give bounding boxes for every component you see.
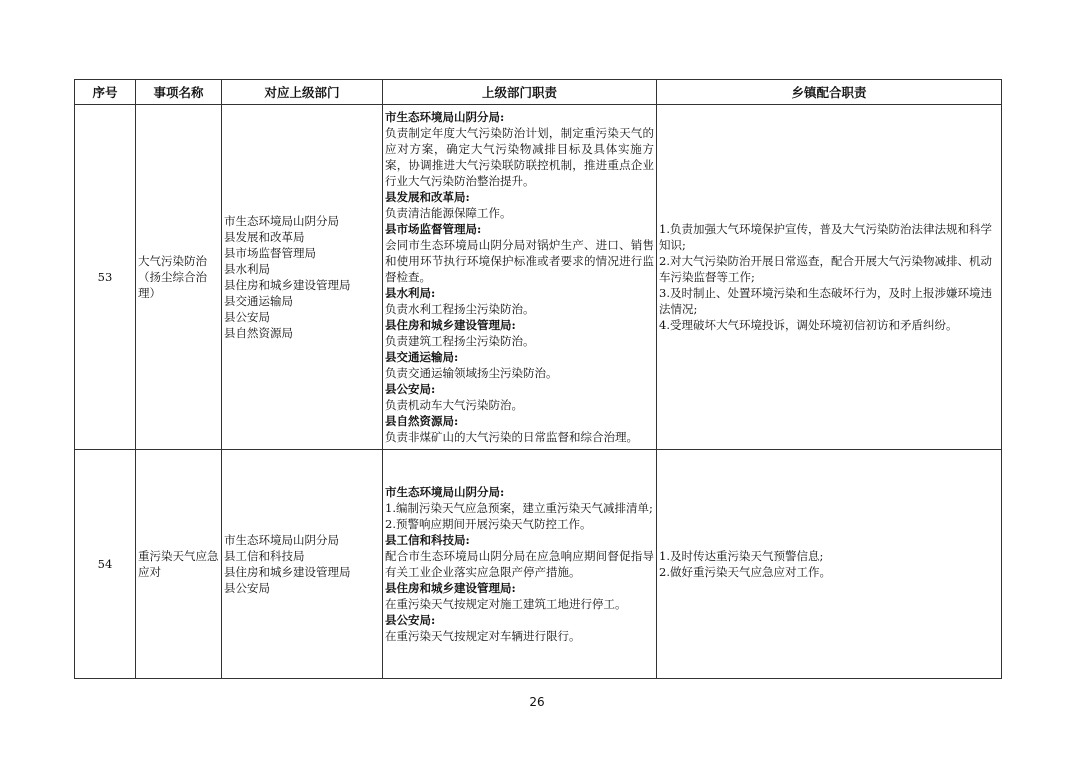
township-duty: 2.做好重污染天气应急应对工作。 [659,565,831,579]
duty-text: 会同市生态环境局山阴分局对锅炉生产、进口、销售和使用环节执行环境保护标准或者要求的情况进行监督检查。 [385,238,654,284]
duty-heading: 市生态环境局山阴分局: [385,110,505,124]
duty-heading: 县自然资源局: [385,414,459,428]
row-number: 53 [75,105,136,450]
department-item: 县工信和科技局 [224,549,305,563]
duty-text: 负责水利工程扬尘污染防治。 [385,302,535,316]
duty-heading: 县工信和科技局: [385,533,470,547]
township-duty: 4.受理破坏大气环境投诉，调处环境初信初访和矛盾纠纷。 [659,318,958,332]
department-item: 县公安局 [224,581,270,595]
township-duty: 1.负责加强大气环境保护宣传，普及大气污染防治法律法规和科学知识; [659,222,992,252]
duties-cell [383,105,657,450]
department-item: 县交通运输局 [224,294,293,308]
duty-text: 在重污染天气按规定对施工建筑工地进行停工。 [385,597,627,611]
item-name: 重污染天气应急应对 [136,450,222,679]
item-name: 大气污染防治（扬尘综合治理） [136,105,222,450]
header-cell: 上级部门职责 [383,80,657,105]
header-cell: 序号 [75,80,136,105]
duty-heading: 县住房和城乡建设管理局: [385,581,516,595]
township-cell [657,105,1002,450]
duty-heading: 县住房和城乡建设管理局: [385,318,516,332]
duties-cell [383,450,657,679]
duty-heading: 市生态环境局山阴分局: [385,485,505,499]
header-cell: 乡镇配合职责 [657,80,1002,105]
duty-heading: 县交通运输局: [385,350,459,364]
township-cell [657,450,1002,679]
duty-text: 负责制定年度大气污染防治计划，制定重污染天气的应对方案，确定大气污染物减排目标及具体实施方案，协调推进大气污染联防联控机制，推进重点企业行业大气污染防治整治提升。 [385,126,654,188]
duty-table [74,79,1002,679]
department-item: 县市场监督管理局 [224,246,316,260]
page-number: 26 [529,695,545,709]
duty-text: 负责建筑工程扬尘污染防治。 [385,334,535,348]
duty-text: 配合市生态环境局山阴分局在应急响应期间督促指导有关工业企业落实应急限产停产措施。 [385,549,654,579]
duty-text: 负责机动车大气污染防治。 [385,398,523,412]
department-item: 县发展和改革局 [224,230,305,244]
table-row [75,450,1002,679]
duty-text: 2.预警响应期间开展污染天气防控工作。 [385,517,592,531]
row-number: 54 [75,450,136,679]
header-cell: 对应上级部门 [222,80,383,105]
duty-text: 负责非煤矿山的大气污染的日常监督和综合治理。 [385,430,638,444]
department-item: 市生态环境局山阴分局 [224,533,339,547]
duty-heading: 县水利局: [385,286,436,300]
department-item: 市生态环境局山阴分局 [224,214,339,228]
header-cell: 事项名称 [136,80,222,105]
department-item: 县住房和城乡建设管理局 [224,565,351,579]
township-duty: 2.对大气污染防治开展日常巡查，配合开展大气污染物减排、机动车污染监督等工作; [659,254,992,284]
duty-heading: 县市场监督管理局: [385,222,482,236]
department-item: 县公安局 [224,310,270,324]
departments-cell [222,450,383,679]
duty-text: 负责交通运输领域扬尘污染防治。 [385,366,558,380]
duty-text: 1.编制污染天气应急预案，建立重污染天气减排清单; [385,501,653,515]
township-duty: 3.及时制止、处置环境污染和生态破坏行为，及时上报涉嫌环境违法情况; [659,286,992,316]
table-row [75,105,1002,450]
duty-heading: 县公安局: [385,382,436,396]
duty-text: 负责清洁能源保障工作。 [385,206,512,220]
duty-heading: 县公安局: [385,613,436,627]
departments-cell [222,105,383,450]
department-item: 县自然资源局 [224,326,293,340]
department-item: 县住房和城乡建设管理局 [224,278,351,292]
header-row [75,80,1002,105]
duty-text: 在重污染天气按规定对车辆进行限行。 [385,629,581,643]
department-item: 县水利局 [224,262,270,276]
duty-heading: 县发展和改革局: [385,190,470,204]
township-duty: 1.及时传达重污染天气预警信息; [659,549,824,563]
